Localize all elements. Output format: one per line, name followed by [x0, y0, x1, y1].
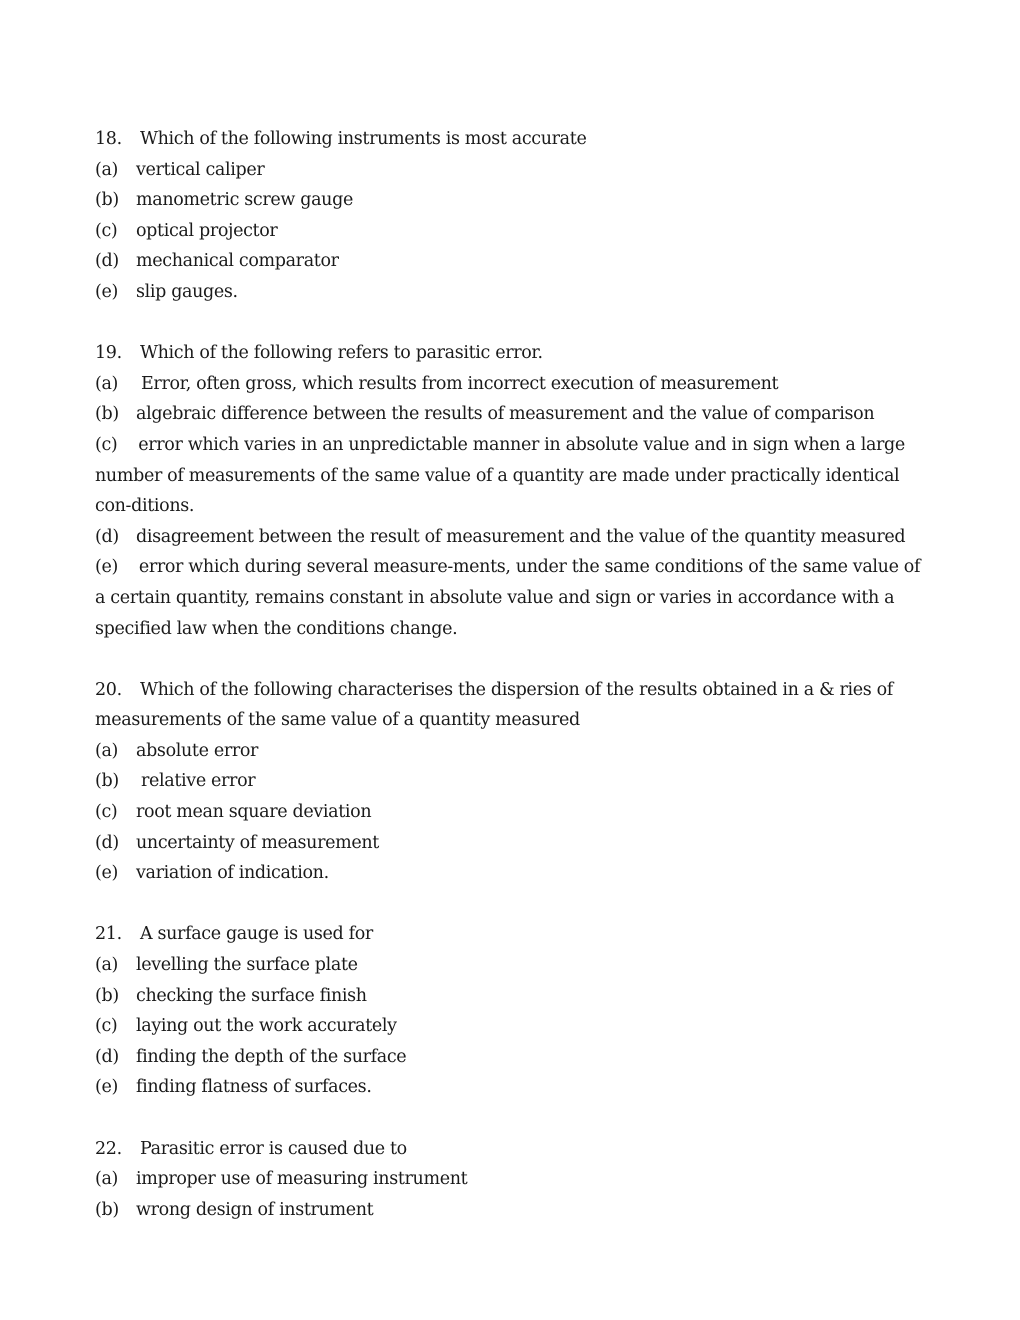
option-b	[95, 1195, 925, 1226]
question-number: 22.	[95, 1138, 122, 1159]
question-stem	[95, 675, 925, 736]
option-text: mechanical comparator	[136, 251, 339, 272]
question-stem	[95, 338, 925, 369]
option-label: (e)	[95, 1077, 118, 1098]
question-text: Which of the following refers to parasitic error.	[140, 343, 543, 364]
option-text: manometric screw gauge	[136, 190, 353, 211]
option-a	[95, 1164, 925, 1195]
option-text: absolute error	[136, 740, 259, 761]
option-label: (b)	[95, 985, 119, 1006]
option-d	[95, 828, 925, 859]
option-c	[95, 797, 925, 828]
option-d	[95, 246, 925, 277]
question-stem	[95, 1134, 925, 1165]
option-text: finding flatness of surfaces.	[136, 1077, 372, 1098]
option-text: optical projector	[136, 220, 278, 241]
option-text: variation of indication.	[136, 863, 329, 884]
option-text: checking the surface finish	[136, 985, 367, 1006]
option-label: (e)	[95, 863, 118, 884]
option-a	[95, 736, 925, 767]
option-label: (a)	[95, 1169, 119, 1190]
option-label: (e)	[95, 281, 118, 302]
option-text: slip gauges.	[136, 281, 238, 302]
option-label: (a)	[95, 740, 119, 761]
option-text: relative error	[141, 771, 256, 792]
option-e	[95, 1072, 925, 1103]
option-a	[95, 369, 925, 400]
option-c	[95, 216, 925, 247]
option-text: levelling the surface plate	[136, 955, 358, 976]
question-20	[95, 675, 925, 889]
option-text: wrong design of instrument	[136, 1199, 374, 1220]
option-label: (d)	[95, 526, 119, 547]
option-label: (e)	[95, 557, 118, 578]
option-text: uncertainty of measurement	[136, 832, 379, 853]
question-text: Parasitic error is caused due to	[140, 1138, 407, 1159]
option-label: (a)	[95, 159, 119, 180]
option-e	[95, 552, 925, 644]
option-label: (d)	[95, 832, 119, 853]
option-label: (b)	[95, 190, 119, 211]
option-b	[95, 981, 925, 1012]
option-text: laying out the work accurately	[136, 1016, 397, 1037]
option-c	[95, 1011, 925, 1042]
question-18	[95, 124, 925, 308]
option-text: vertical caliper	[136, 159, 265, 180]
option-e	[95, 277, 925, 308]
question-number: 20.	[95, 679, 122, 700]
option-text: Error, often gross, which results from incorrect execution of measurement	[141, 373, 779, 394]
document-page	[95, 124, 925, 1256]
option-c	[95, 430, 925, 522]
option-label: (b)	[95, 404, 119, 425]
question-number: 21.	[95, 924, 122, 945]
question-stem	[95, 919, 925, 950]
question-number: 19.	[95, 343, 122, 364]
option-b	[95, 399, 925, 430]
option-text: disagreement between the result of measurement and the value of the quantity measured	[136, 526, 906, 547]
option-e	[95, 858, 925, 889]
question-number: 18.	[95, 129, 122, 149]
option-label: (c)	[95, 802, 118, 823]
option-text: root mean square deviation	[136, 802, 372, 823]
option-label: (a)	[95, 373, 119, 394]
option-label: (d)	[95, 1046, 119, 1067]
option-d	[95, 1042, 925, 1073]
option-label: (d)	[95, 251, 119, 272]
option-text: finding the depth of the surface	[136, 1046, 407, 1067]
question-text: Which of the following instruments is most accurate	[140, 129, 587, 149]
question-stem	[95, 124, 925, 155]
question-21	[95, 919, 925, 1103]
option-label: (c)	[95, 1016, 118, 1037]
option-b	[95, 766, 925, 797]
option-label: (c)	[95, 220, 118, 241]
option-text: error which varies in an unpredictable manner in absolute value and in sign when a large number of measurements of the same value of a quantity are made under practically identical con-ditions.	[95, 434, 905, 517]
option-text: error which during several measure-ments, under the same conditions of the same value of a certain quantity, remains constant in absolute value and sign or varies in accordance with a specified law when the conditions change.	[95, 557, 921, 639]
option-d	[95, 522, 925, 553]
question-text: Which of the following characterises the dispersion of the results obtained in a & ries of measurements of the same value of a quantity measured	[95, 679, 893, 731]
option-label: (b)	[95, 771, 119, 792]
question-19	[95, 338, 925, 644]
option-a	[95, 155, 925, 186]
question-22	[95, 1134, 925, 1226]
option-label: (b)	[95, 1199, 119, 1220]
option-label: (a)	[95, 955, 119, 976]
option-a	[95, 950, 925, 981]
option-b	[95, 185, 925, 216]
option-label: (c)	[95, 434, 118, 455]
option-text: algebraic difference between the results of measurement and the value of comparison	[136, 404, 875, 425]
option-text: improper use of measuring instrument	[136, 1169, 468, 1190]
question-text: A surface gauge is used for	[140, 924, 373, 945]
